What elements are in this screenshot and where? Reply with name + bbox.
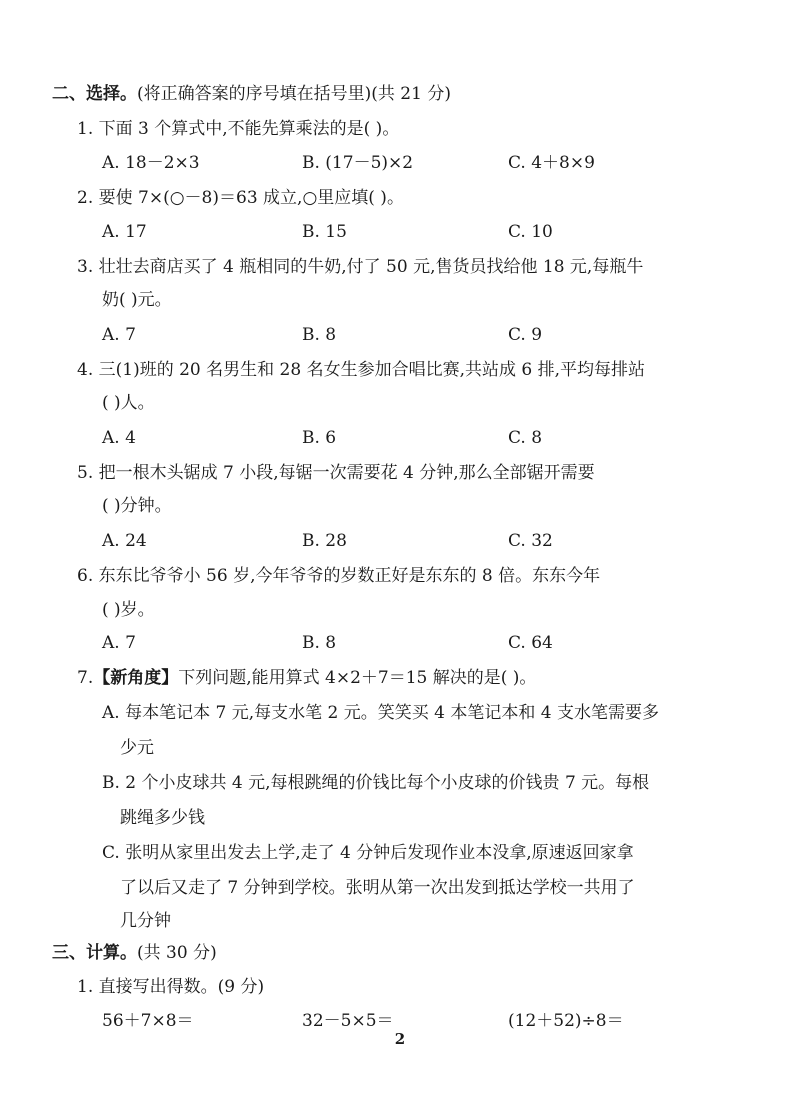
section-2-note: (将正确答案的序号填在括号里)(共 21 分) <box>137 84 451 104</box>
q2-option-a: A. 17 <box>102 222 147 242</box>
q7-option-a-line-1: A. 每本笔记本 7 元,每支水笔 2 元。笑笑买 4 本笔记本和 4 支水笔需要多 <box>102 703 659 723</box>
question-5-line-1: 5. 把一根木头锯成 7 小段,每锯一次需要花 4 分钟,那么全部锯开需要 <box>77 463 595 483</box>
question-6-line-2: ( )岁。 <box>102 600 155 620</box>
q7-number: 7. <box>77 668 94 688</box>
calc-subheading: 1. 直接写出得数。(9 分) <box>77 977 265 997</box>
question-4-line-2: ( )人。 <box>102 393 155 413</box>
question-4-line-1: 4. 三(1)班的 20 名男生和 28 名女生参加合唱比赛,共站成 6 排,平均每排站 <box>77 360 646 380</box>
new-angle-tag: 【新角度】 <box>93 668 179 688</box>
q6-option-a: A. 7 <box>102 633 136 653</box>
q7-option-b-line-1: B. 2 个小皮球共 4 元,每根跳绳的价钱比每个小皮球的价钱贵 7 元。每根 <box>102 773 650 793</box>
section-2-title: 二、选择。 <box>52 84 137 104</box>
q4-option-a: A. 4 <box>102 428 136 448</box>
section-3-heading <box>52 945 217 962</box>
q3-option-a: A. 7 <box>102 325 136 345</box>
question-5-line-2: ( )分钟。 <box>102 496 172 516</box>
question-1: 1. 下面 3 个算式中,不能先算乘法的是( )。 <box>77 119 400 139</box>
q1-option-c: C. 4＋8×9 <box>508 153 595 173</box>
q1-option-b: B. (17－5)×2 <box>302 153 414 173</box>
calc-item-3: (12＋52)÷8＝ <box>508 1011 624 1031</box>
q7-option-a-line-2: 少元 <box>120 738 154 758</box>
section-3-note: (共 30 分) <box>137 943 217 963</box>
q4-option-b: B. 6 <box>302 428 337 448</box>
q5-option-b: B. 28 <box>302 531 347 551</box>
question-7 <box>77 670 536 687</box>
q2-option-c: C. 10 <box>508 222 553 242</box>
question-3-line-1: 3. 壮壮去商店买了 4 瓶相同的牛奶,付了 50 元,售货员找给他 18 元,每瓶牛 <box>77 257 644 277</box>
page-number: 2 <box>394 1030 406 1048</box>
q6-option-b: B. 8 <box>302 633 337 653</box>
q1-option-a: A. 18－2×3 <box>102 153 200 173</box>
calc-item-1: 56＋7×8＝ <box>102 1011 194 1031</box>
q7-option-c-line-1: C. 张明从家里出发去上学,走了 4 分钟后发现作业本没拿,原速返回家拿 <box>102 843 634 863</box>
calc-item-2: 32－5×5＝ <box>302 1011 394 1031</box>
q7-option-c-line-2: 了以后又走了 7 分钟到学校。张明从第一次出发到抵达学校一共用了 <box>120 878 635 898</box>
q5-option-a: A. 24 <box>102 531 147 551</box>
question-2: 2. 要使 7×(○－8)＝63 成立,○里应填( )。 <box>77 188 404 208</box>
q5-option-c: C. 32 <box>508 531 553 551</box>
q3-option-b: B. 8 <box>302 325 337 345</box>
question-3-line-2: 奶( )元。 <box>102 290 172 310</box>
question-6-line-1: 6. 东东比爷爷小 56 岁,今年爷爷的岁数正好是东东的 8 倍。东东今年 <box>77 566 601 586</box>
q3-option-c: C. 9 <box>508 325 543 345</box>
q7-option-b-line-2: 跳绳多少钱 <box>120 808 205 828</box>
q6-option-c: C. 64 <box>508 633 553 653</box>
q7-option-c-line-3: 几分钟 <box>120 911 171 931</box>
section-2-heading <box>52 86 451 103</box>
q4-option-c: C. 8 <box>508 428 543 448</box>
section-3-title: 三、计算。 <box>52 943 137 963</box>
q2-option-b: B. 15 <box>302 222 347 242</box>
q7-text: 下列问题,能用算式 4×2＋7＝15 解决的是( )。 <box>178 668 537 688</box>
